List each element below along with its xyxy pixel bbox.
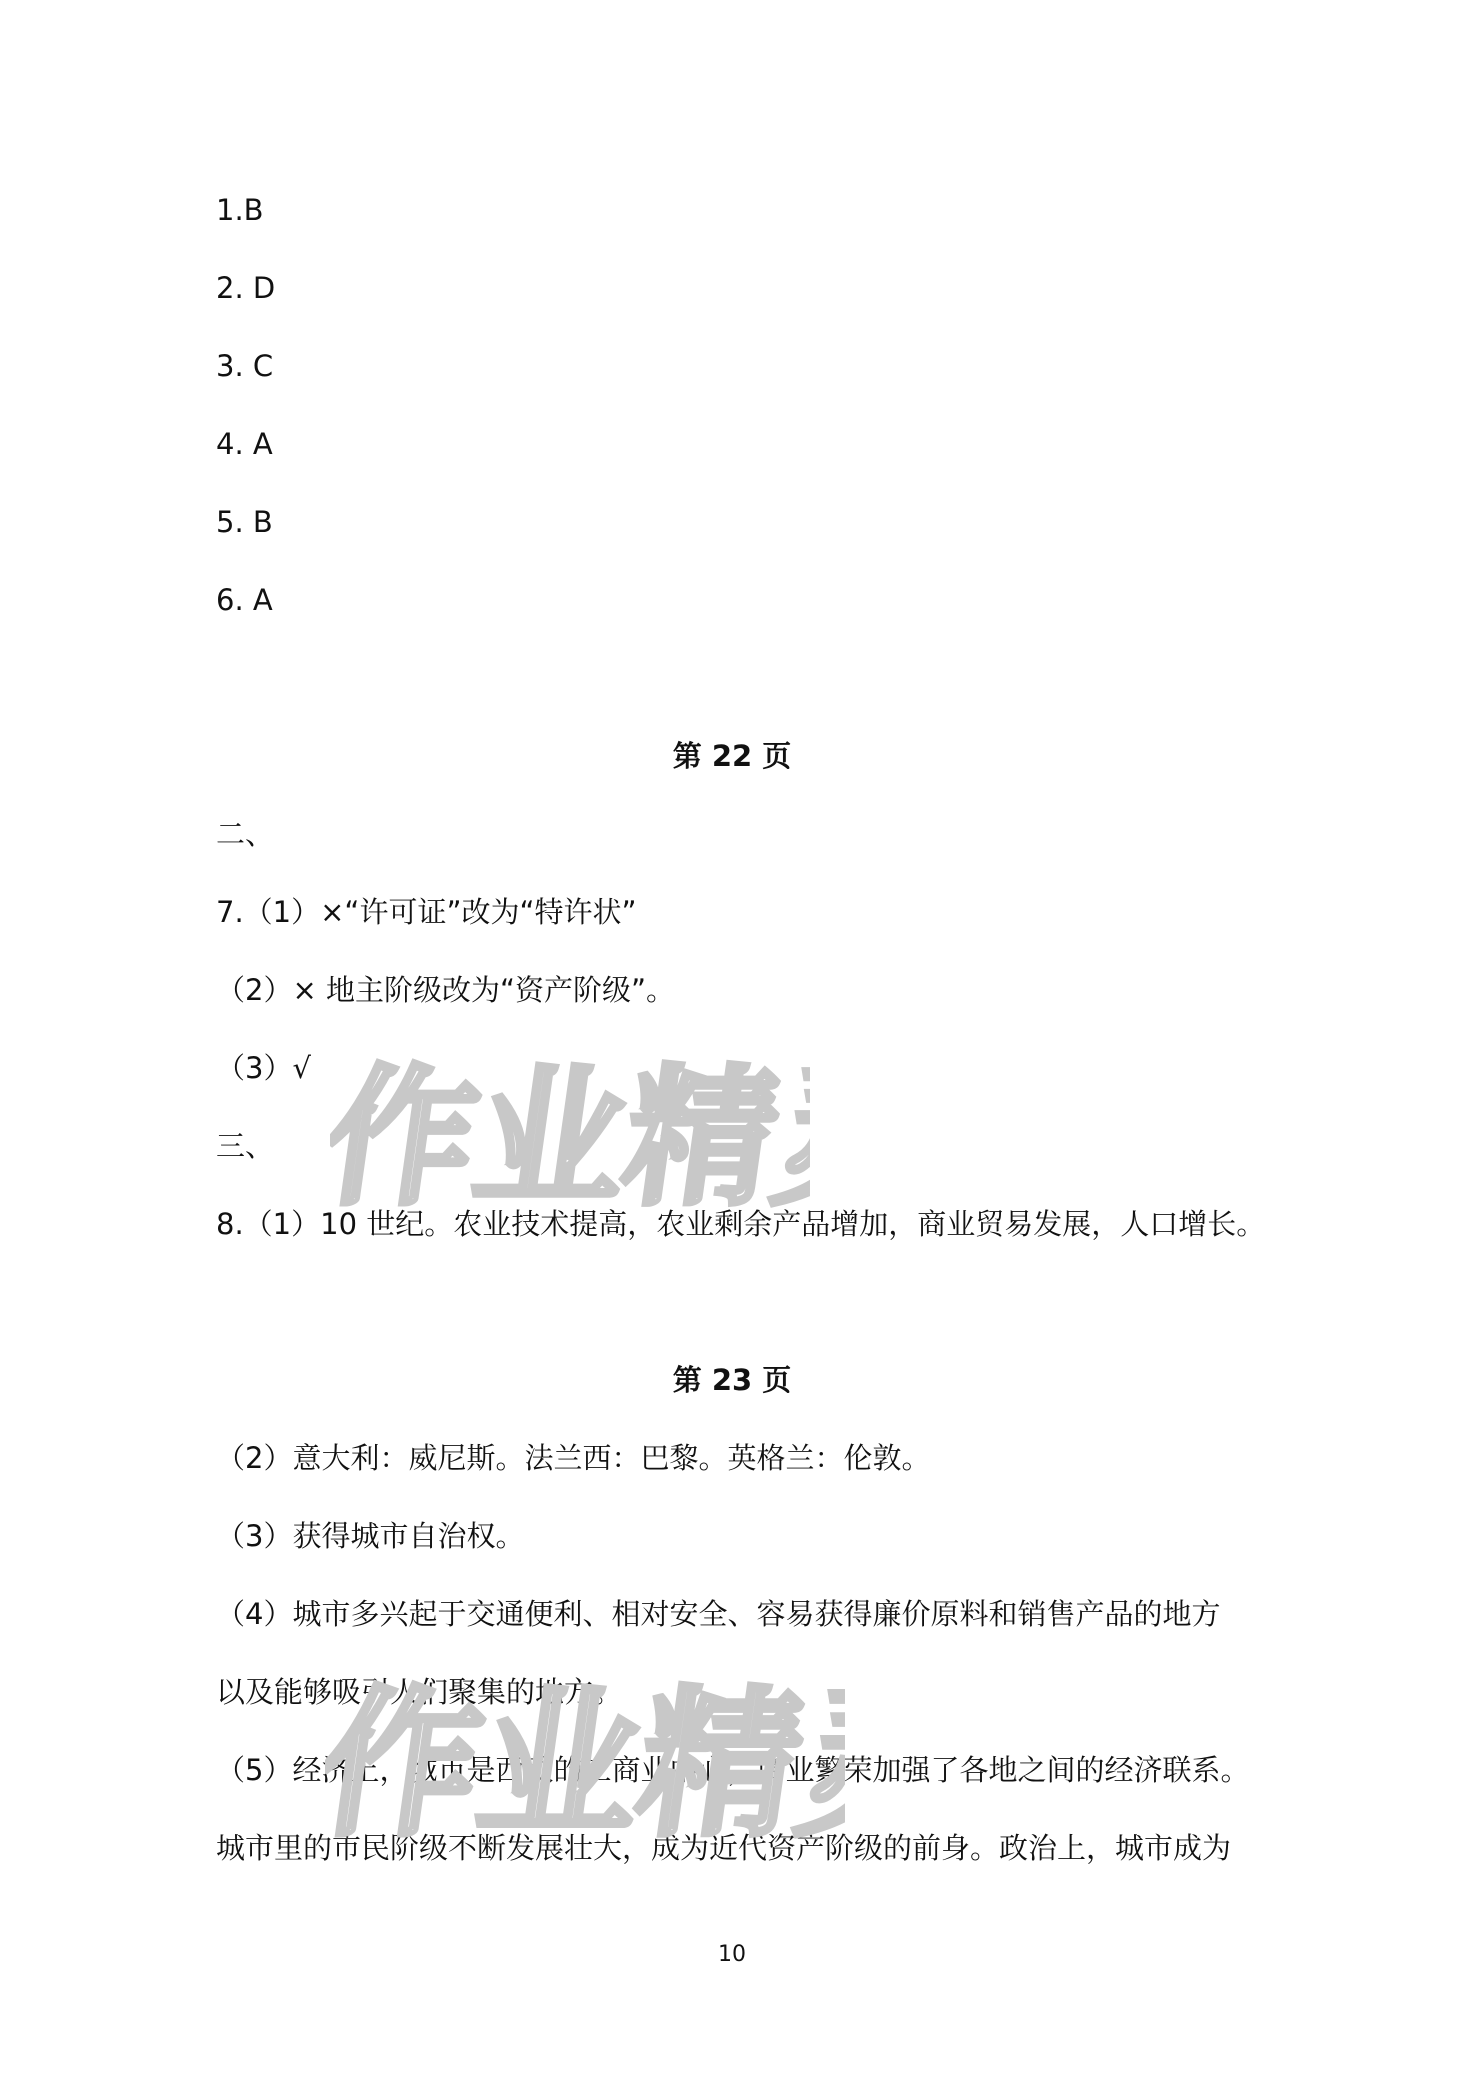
- question-8-4-line-1: （4）城市多兴起于交通便利、相对安全、容易获得廉价原料和销售产品的地方: [216, 1597, 1221, 1631]
- answer-3: 3. C: [216, 349, 274, 383]
- question-8-2: （2）意大利：威尼斯。法兰西：巴黎。英格兰：伦敦。: [216, 1441, 931, 1475]
- question-8-4-line-2: 以及能够吸引人们聚集的地方。: [216, 1675, 623, 1709]
- answer-5: 5. B: [216, 505, 273, 539]
- watermark-text: 作业精灵: [325, 1671, 845, 1858]
- answer-1: 1.B: [216, 193, 264, 227]
- page-number: 10: [718, 1942, 746, 1967]
- question-7-2: （2）× 地主阶级改为“资产阶级”。: [216, 973, 676, 1007]
- question-8-5-line-2: 城市里的市民阶级不断发展壮大，成为近代资产阶级的前身。政治上，城市成为: [216, 1831, 1232, 1865]
- watermark-text: 作业精灵: [330, 1050, 810, 1226]
- question-8-1: 8.（1）10 世纪。农业技术提高，农业剩余产品增加，商业贸易发展，人口增长。: [216, 1207, 1266, 1241]
- page-22-heading: 第 22 页: [672, 739, 792, 773]
- page-23-heading: 第 23 页: [672, 1363, 792, 1397]
- question-7-1: 7.（1）×“许可证”改为“特许状”: [216, 895, 637, 929]
- answer-4: 4. A: [216, 427, 273, 461]
- part-two-label: 二、: [216, 817, 275, 851]
- question-8-5-line-1: （5）经济上，城市是西欧的工商业中心，商业繁荣加强了各地之间的经济联系。: [216, 1753, 1250, 1787]
- answer-6: 6. A: [216, 583, 273, 617]
- question-7-3: （3）√: [216, 1051, 311, 1085]
- question-8-3: （3）获得城市自治权。: [216, 1519, 525, 1553]
- answer-2: 2. D: [216, 271, 276, 305]
- part-three-label: 三、: [216, 1129, 275, 1163]
